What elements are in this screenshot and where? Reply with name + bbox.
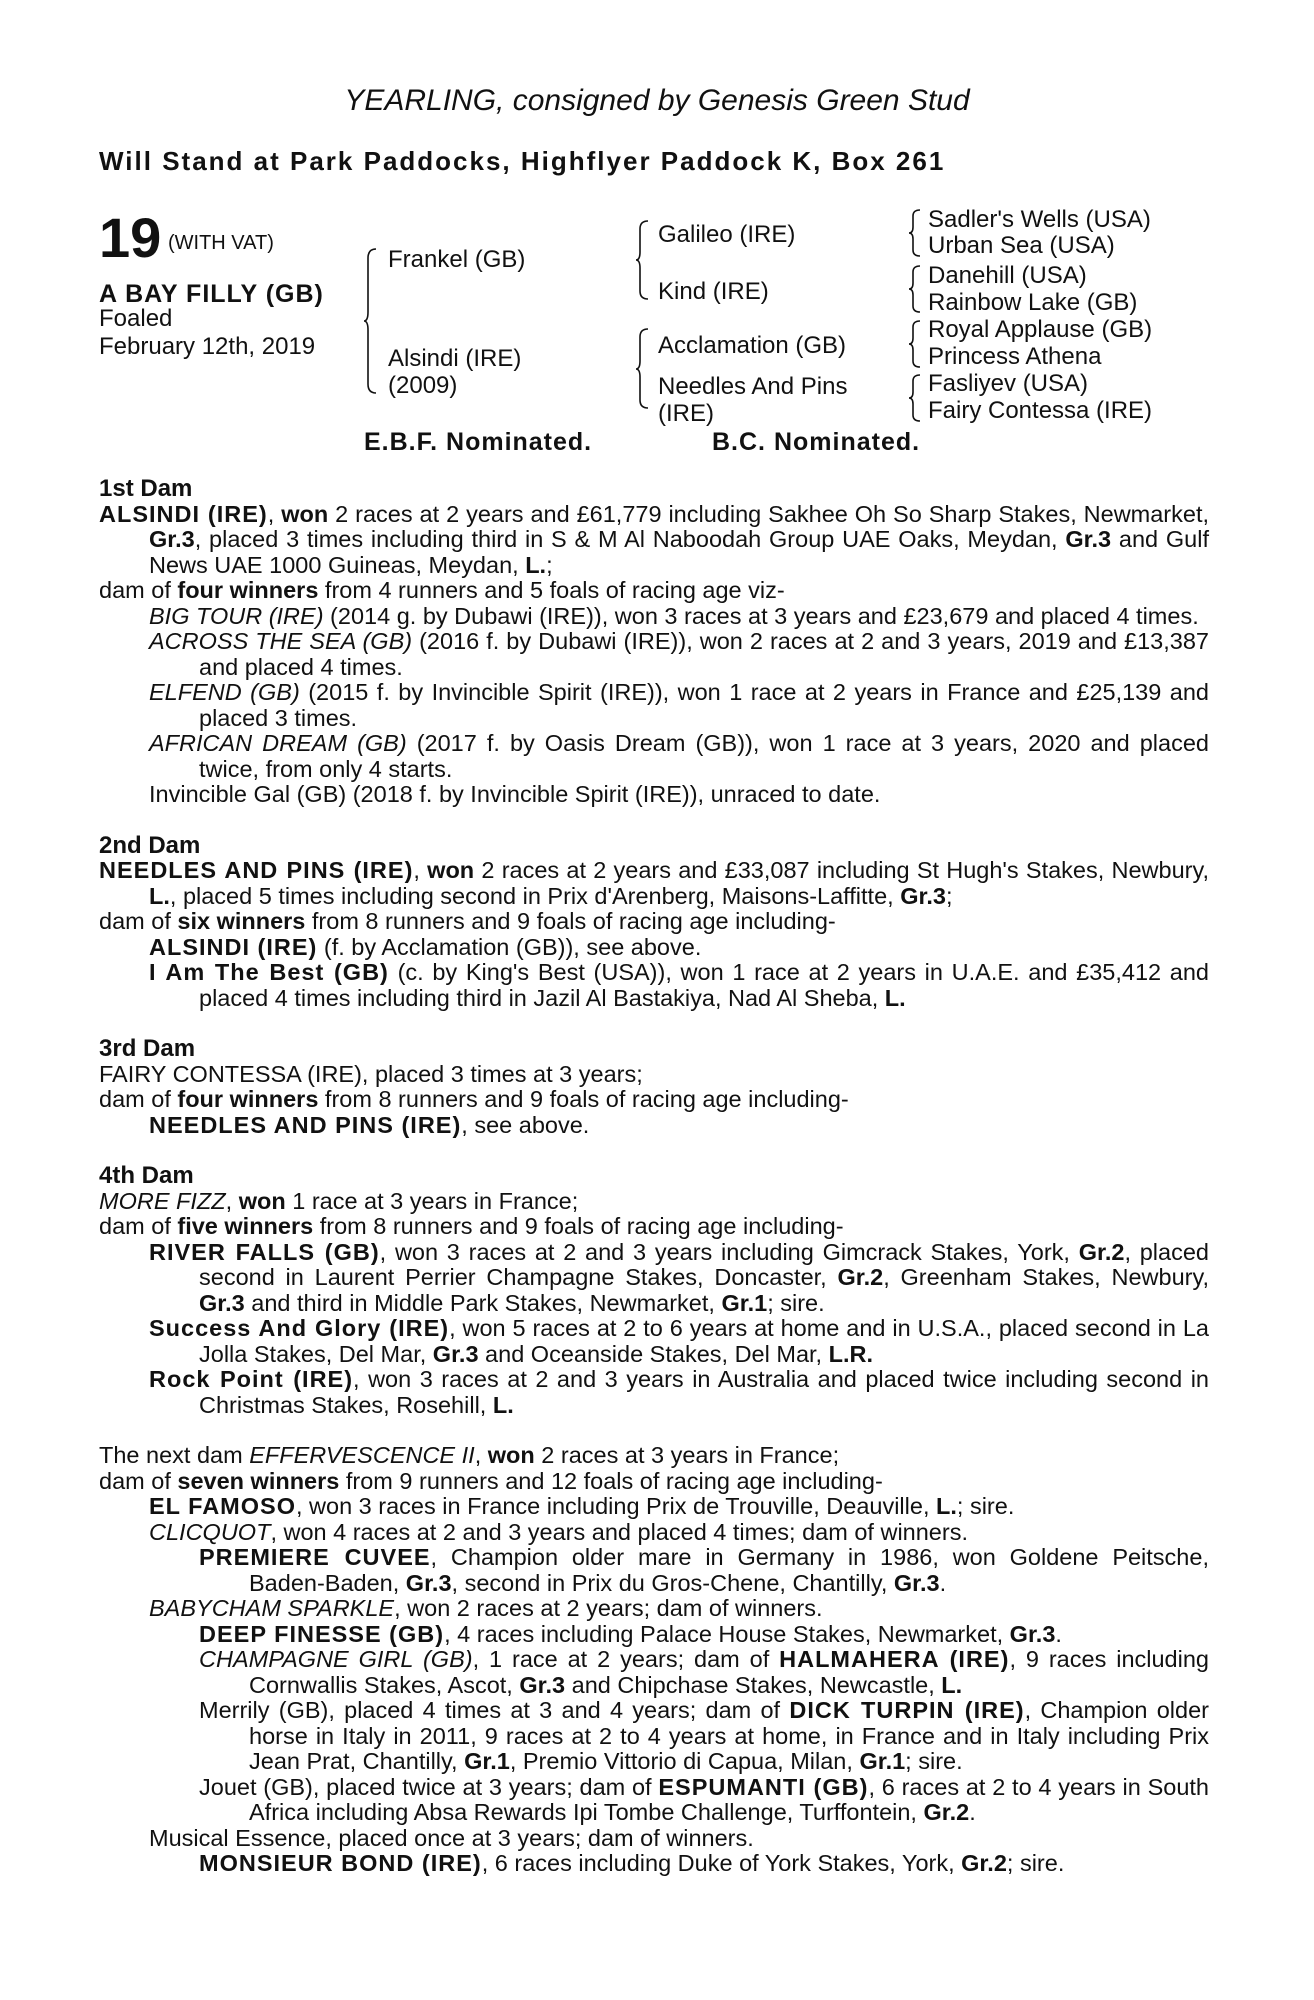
pedigree-dam-year: (2009): [388, 372, 458, 399]
dam-entry: NEEDLES AND PINS (IRE), won 2 races at 2 years and £33,087 including St Hugh's Stakes, Newbury, L., placed 5 times including second in Prix d'Arenberg, Maisons-Laffitte, Gr.3;: [99, 857, 1210, 909]
pedigree-bracket-dam: [636, 328, 650, 410]
produce-entry: ALSINDI (IRE) (f. by Acclamation (GB)), see above.: [149, 933, 702, 960]
pedigree-ggp: Rainbow Lake (GB): [928, 289, 1138, 316]
pedigree-sire-sire: Galileo (IRE): [658, 221, 796, 248]
female-family-body: [99, 476, 1209, 1877]
produce-entry: DEEP FINESSE (GB), 4 races including Palace House Stakes, Newmarket, Gr.3.: [199, 1620, 1062, 1647]
ebf-nominated: E.B.F. Nominated.: [364, 428, 593, 456]
pedigree-ggp: Sadler's Wells (USA): [928, 206, 1151, 233]
dam-entry: ALSINDI (IRE), won 2 races at 2 years and £61,779 including Sakhee Oh So Sharp Stakes, Newmarket, Gr.3, placed 3 times including third in S & M Al Naboodah Group UAE Oaks, Meydan, Gr.3 and Gulf News UAE 1000 Guineas, Meydan, L.;: [99, 500, 1210, 578]
produce-entry: ELFEND (GB) (2015 f. by Invincible Spirit (IRE)), won 1 race at 2 years in France and £25,139 and placed 3 times.: [149, 679, 1209, 731]
produce-entry: BIG TOUR (IRE) (2014 g. by Dubawi (IRE)), won 3 races at 3 years and £23,679 and placed 4 times.: [149, 602, 1199, 629]
produce-summary: dam of four winners from 4 runners and 5 foals of racing age viz-: [99, 577, 785, 603]
pedigree-dam-dam: Needles And Pins: [658, 373, 848, 400]
produce-summary: dam of five winners from 8 runners and 9 foals of racing age including-: [99, 1213, 844, 1239]
lot-number: 19: [99, 206, 162, 269]
foaled-date: February 12th, 2019: [99, 333, 316, 360]
pedigree-dam: Alsindi (IRE): [388, 345, 522, 372]
produce-entry: Rock Point (IRE), won 3 races at 2 and 3 years in Australia and placed twice including second in Christmas Stakes, Rosehill, L.: [149, 1366, 1209, 1418]
produce-entry: Invincible Gal (GB) (2018 f. by Invincible Spirit (IRE)), unraced to date.: [149, 781, 881, 807]
pedigree-bracket-g1: [909, 209, 921, 257]
pedigree-ggp: Fairy Contessa (IRE): [928, 397, 1153, 424]
pedigree-bracket-g2: [909, 265, 921, 313]
section-heading: 3rd Dam: [99, 1035, 196, 1062]
pedigree-bracket-main: [364, 248, 378, 394]
pedigree-ggp: Princess Athena: [928, 343, 1102, 370]
produce-entry: Musical Essence, placed once at 3 years; dam of winners.: [149, 1824, 754, 1851]
next-dam-entry: The next dam EFFERVESCENCE II, won 2 races at 3 years in France;: [99, 1442, 840, 1468]
section-heading: 4th Dam: [99, 1162, 194, 1189]
pedigree-dam-dam-country: (IRE): [658, 400, 714, 427]
produce-entry: PREMIERE CUVEE, Champion older mare in Germany in 1986, won Goldene Peitsche, Baden-Baden, Gr.3, second in Prix du Gros-Chene, Chantilly, Gr.3.: [199, 1544, 1209, 1596]
produce-entry: Jouet (GB), placed twice at 3 years; dam of ESPUMANTI (GB), 6 races at 2 to 4 years in South Africa including Absa Rewards Ipi Tombe Challenge, Turffontein, Gr.2.: [199, 1773, 1209, 1825]
produce-summary: dam of seven winners from 9 runners and 12 foals of racing age including-: [99, 1467, 883, 1494]
bc-nominated: B.C. Nominated.: [712, 428, 921, 456]
produce-entry: CLICQUOT, won 4 races at 2 and 3 years and placed 4 times; dam of winners.: [149, 1518, 968, 1545]
pedigree-sire-dam: Kind (IRE): [658, 278, 769, 305]
section-heading: 1st Dam: [99, 475, 193, 502]
produce-summary: dam of four winners from 8 runners and 9 foals of racing age including-: [99, 1086, 849, 1112]
pedigree-ggp: Urban Sea (USA): [928, 232, 1115, 259]
foaled-label: Foaled: [99, 305, 173, 332]
produce-entry: AFRICAN DREAM (GB) (2017 f. by Oasis Dream (GB)), won 1 race at 3 years, 2020 and placed twice, from only 4 starts.: [149, 730, 1209, 782]
pedigree-ggp: Fasliyev (USA): [928, 370, 1089, 397]
pedigree-dam-sire: Acclamation (GB): [658, 332, 847, 359]
produce-entry: RIVER FALLS (GB), won 3 races at 2 and 3 years including Gimcrack Stakes, York, Gr.2, placed second in Laurent Perrier Champagne Stakes, Doncaster, Gr.2, Greenham Stakes, Newbury, Gr.3 and third in Middle Park Stakes, Newmarket, Gr.1; sire.: [149, 1238, 1209, 1316]
section-heading: 2nd Dam: [99, 831, 201, 859]
produce-entry: Merrily (GB), placed 4 times at 3 and 4 years; dam of DICK TURPIN (IRE), Champion older horse in Italy in 2011, 9 races at 2 to 4 years at home, in France and in Italy including Prix Jean Prat, Chantilly, Gr.1, Premio Vittorio di Capua, Milan, Gr.1; sire.: [199, 1697, 1209, 1774]
pedigree-ggp: Danehill (USA): [928, 262, 1087, 289]
pedigree-bracket-g3: [909, 320, 921, 368]
produce-entry: MONSIEUR BOND (IRE), 6 races including Duke of York Stakes, York, Gr.2; sire.: [199, 1850, 1065, 1876]
vat-note: (WITH VAT): [168, 232, 274, 254]
pedigree-bracket-sire: [636, 220, 650, 300]
dam-entry: MORE FIZZ, won 1 race at 3 years in France;: [99, 1187, 579, 1214]
stand-location: Will Stand at Park Paddocks, Highflyer Paddock K, Box 261: [99, 146, 946, 176]
lot-description: A BAY FILLY (GB): [99, 280, 324, 308]
produce-entry: I Am The Best (GB) (c. by King's Best (USA)), won 1 race at 2 years in U.A.E. and £35,412 and placed 4 times including third in Jazil Al Bastakiya, Nad Al Sheba, L.: [149, 959, 1209, 1011]
dam-entry: FAIRY CONTESSA (IRE), placed 3 times at 3 years;: [99, 1060, 643, 1087]
pedigree-sire: Frankel (GB): [388, 246, 526, 273]
produce-entry: BABYCHAM SPARKLE, won 2 races at 2 years; dam of winners.: [149, 1595, 823, 1621]
pedigree-ggp: Royal Applause (GB): [928, 316, 1153, 343]
produce-entry: EL FAMOSO, won 3 races in France including Prix de Trouville, Deauville, L.; sire.: [149, 1493, 1015, 1519]
produce-entry: ACROSS THE SEA (GB) (2016 f. by Dubawi (IRE)), won 2 races at 2 and 3 years, 2019 and £13,387 and placed 4 times.: [149, 628, 1209, 680]
pedigree-bracket-g4: [909, 374, 921, 422]
page-title: YEARLING, consigned by Genesis Green Stud: [344, 84, 970, 117]
produce-summary: dam of six winners from 8 runners and 9 foals of racing age including-: [99, 908, 836, 934]
produce-entry: NEEDLES AND PINS (IRE), see above.: [149, 1111, 590, 1138]
produce-entry: CHAMPAGNE GIRL (GB), 1 race at 2 years; dam of HALMAHERA (IRE), 9 races including Cornwallis Stakes, Ascot, Gr.3 and Chipchase Stakes, Newcastle, L.: [199, 1646, 1209, 1698]
produce-entry: Success And Glory (IRE), won 5 races at 2 to 6 years at home and in U.S.A., placed second in La Jolla Stakes, Del Mar, Gr.3 and Oceanside Stakes, Del Mar, L.R.: [149, 1315, 1209, 1367]
